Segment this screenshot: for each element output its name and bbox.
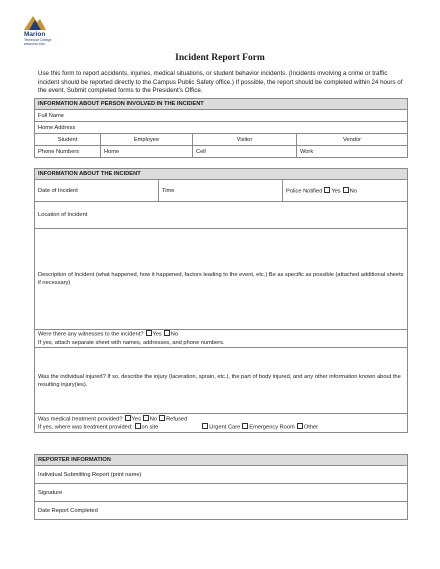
incident-section-header: INFORMATION ABOUT THE INCIDENT [35, 169, 408, 180]
role-student[interactable]: Student [35, 134, 101, 146]
onsite-label: on site [141, 424, 159, 431]
medical-yes-checkbox[interactable] [125, 415, 131, 421]
description-field[interactable]: Description of Incident (what happened, how it happened, factors leading to the event, etc.) Be as specific as possible (attached additional sheets if necessary) [35, 229, 408, 330]
witnesses-question: Were there any witnesses to the incident? [38, 331, 144, 338]
phone-numbers-label: Phone Numbers [35, 146, 101, 158]
full-name-field[interactable]: Full Name [35, 110, 408, 122]
other-checkbox[interactable] [297, 423, 303, 429]
police-yes-checkbox[interactable] [324, 187, 330, 193]
emergency-room-checkbox[interactable] [242, 423, 248, 429]
form-title: Incident Report Form [175, 53, 265, 63]
reporter-name-field[interactable]: Individual Submitting Report (print name) [35, 466, 408, 484]
home-address-field[interactable]: Home Address [35, 122, 408, 134]
time-field[interactable]: Time [159, 180, 283, 202]
police-no-label: No [349, 188, 357, 195]
home-phone-field[interactable]: Home [101, 146, 193, 158]
witnesses-note: If yes, attach separate sheet with names, addresses, and phone numbers. [38, 339, 225, 346]
police-no-checkbox[interactable] [343, 187, 349, 193]
incident-section [34, 168, 408, 433]
injury-field[interactable]: Was the individual injured? If so, describe the injury (laceration, sprain, etc.), the part of body injured, and any other information known about the resulting injury(ies). [35, 348, 408, 414]
emergency-room-label: Emergency Room [249, 424, 295, 431]
person-section-header: INFORMATION ABOUT PERSON INVOLVED IN THE INCIDENT [35, 99, 408, 110]
person-section [34, 98, 408, 158]
witnesses-no-checkbox[interactable] [164, 330, 170, 336]
logo-subtitle: Technical College [24, 38, 52, 42]
medical-treatment-field [35, 414, 408, 433]
work-phone-field[interactable]: Work [297, 146, 408, 158]
medical-no-checkbox[interactable] [143, 415, 149, 421]
role-employee[interactable]: Employee [101, 134, 193, 146]
signature-field[interactable]: Signature [35, 484, 408, 502]
mountain-logo-icon [24, 14, 46, 30]
medical-yes-label: Yes [131, 416, 141, 422]
police-yes-label: Yes [331, 188, 341, 195]
date-completed-field[interactable]: Date Report Completed [35, 502, 408, 520]
urgent-care-checkbox[interactable] [202, 423, 208, 429]
medical-refused-checkbox[interactable] [159, 415, 165, 421]
medical-refused-label: Refused [166, 416, 188, 422]
other-label: Other [303, 424, 319, 431]
reporter-section-header: REPORTER INFORMATION [35, 455, 408, 466]
cell-phone-field[interactable]: Cell [193, 146, 297, 158]
witnesses-yes-checkbox[interactable] [146, 330, 152, 336]
treatment-location-question: If yes, where was treatment provided: [38, 424, 133, 431]
onsite-checkbox[interactable] [135, 423, 141, 429]
college-logo [24, 14, 70, 46]
witnesses-no-label: No [170, 331, 179, 338]
location-field[interactable]: Location of Incident [35, 202, 408, 229]
date-of-incident-field[interactable]: Date of Incident [35, 180, 159, 202]
logo-tagline: www.mtc.edu [24, 42, 45, 46]
police-notified-label: Police Notified [286, 188, 323, 195]
medical-question: Was medical treatment provided? [38, 416, 123, 422]
reporter-section [34, 454, 408, 520]
role-visitor[interactable]: Visitor [193, 134, 297, 146]
urgent-care-label: Urgent Care [209, 424, 241, 431]
police-notified-field [283, 180, 408, 202]
witnesses-field [35, 330, 408, 348]
logo-name: Marion [24, 31, 46, 38]
form-intro: Use this form to report accidents, injuries, medical situations, or student behavior incidents. (Incidents involving a crime or traffic incident should be reported directly to the Campus Public Safety office.) If possible, the report should be completed within 24 hours of the event. Submit completed forms to the President’s Office. [38, 70, 403, 95]
witnesses-yes-label: Yes [152, 331, 162, 338]
medical-no-label: No [149, 416, 158, 422]
role-vendor[interactable]: Vendor [297, 134, 408, 146]
